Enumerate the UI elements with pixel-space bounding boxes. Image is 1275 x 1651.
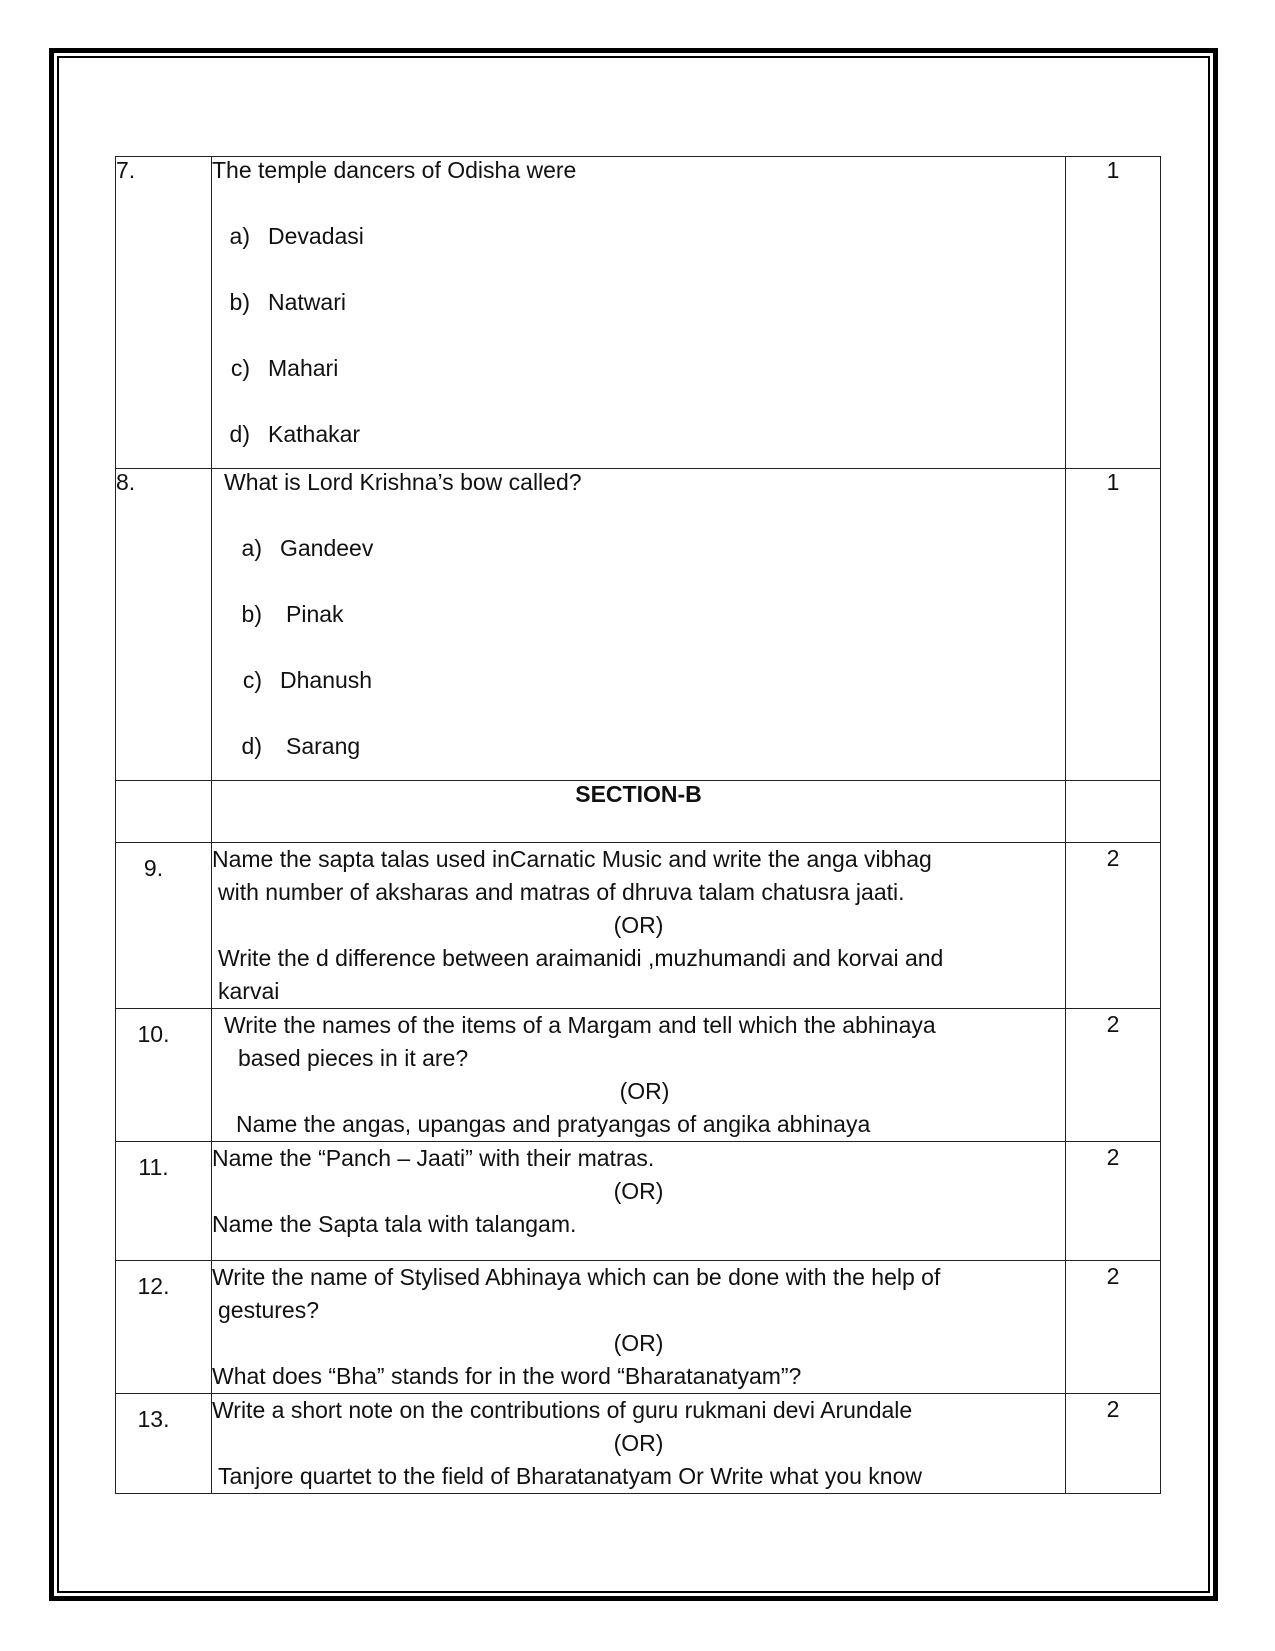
question-text: Name the angas, upangas and pratyangas of angika abhinaya [236,1111,871,1137]
question-cell [212,1261,1066,1394]
table-row [116,469,1161,781]
marks-cell: 2 [1066,1009,1161,1142]
empty-cell [1066,781,1161,843]
question-text: Name the Sapta tala with talangam. [212,1211,577,1237]
option-text: Sarang [286,733,361,759]
question-text: What is Lord Krishna’s bow called? [224,469,582,495]
question-cell [212,1009,1066,1142]
question-text: Write the names of the items of a Margam and tell which the abhinaya [224,1012,936,1038]
table-row [116,1009,1161,1142]
question-text: Name the “Panch – Jaati” with their matras. [212,1145,655,1171]
question-cell [212,157,1066,469]
marks-cell: 2 [1066,1261,1161,1394]
option-text: Mahari [268,355,339,381]
option-item [212,223,1065,250]
option-label: b) [241,601,262,627]
question-text: Write the name of Stylised Abhinaya which can be done with the help of [212,1264,941,1290]
question-text: karvai [218,978,280,1004]
question-text: The temple dancers of Odisha were [212,157,577,183]
question-text: gestures? [218,1297,320,1323]
or-label: (OR) [613,1330,664,1356]
question-cell [212,469,1066,781]
marks-cell: 2 [1066,1142,1161,1261]
option-item [212,421,1065,448]
or-label: (OR) [613,912,664,938]
option-item [224,601,1065,628]
question-table [115,156,1161,1494]
question-text: with number of aksharas and matras of dhruva talam chatusra jaati. [218,879,905,905]
option-label: c) [242,667,262,693]
question-number: 12. [116,1261,212,1394]
table-row [116,157,1161,469]
option-label: a) [229,223,250,249]
or-label: (OR) [613,1178,664,1204]
option-label: c) [230,355,250,381]
marks-cell: 2 [1066,1394,1161,1494]
question-text: based pieces in it are? [238,1045,469,1071]
option-text: Dhanush [280,667,373,693]
table-row [116,1142,1161,1261]
question-number: 10. [116,1009,212,1142]
or-label: (OR) [613,1430,664,1456]
option-item [224,667,1065,694]
marks-cell: 1 [1066,469,1161,781]
table-row [116,781,1161,843]
question-number: 13. [116,1394,212,1494]
question-text: What does “Bha” stands for in the word “Bharatanatyam”? [212,1363,802,1389]
table-row [116,1261,1161,1394]
option-text: Natwari [268,289,346,315]
marks-cell: 1 [1066,157,1161,469]
question-number: 11. [116,1142,212,1261]
question-cell [212,843,1066,1009]
question-cell [212,1394,1066,1494]
option-text: Kathakar [268,421,361,447]
marks-cell: 2 [1066,843,1161,1009]
option-text: Gandeev [280,535,374,561]
option-item [224,733,1065,760]
option-item [212,289,1065,316]
section-title: SECTION-B [212,781,1066,843]
question-text: Write a short note on the contributions of guru rukmani devi Arundale [212,1397,913,1423]
empty-cell [116,781,212,843]
option-label: b) [229,289,250,315]
table-row [116,1394,1161,1494]
options-list [212,223,1065,448]
options-list [224,535,1065,760]
question-text: Tanjore quartet to the field of Bharatanatyam Or Write what you know [218,1463,922,1489]
question-number: 7. [116,157,212,469]
option-item [224,535,1065,562]
option-text: Devadasi [268,223,364,249]
question-text: Name the sapta talas used inCarnatic Music and write the anga vibhag [212,846,932,872]
or-label: (OR) [619,1078,670,1104]
option-label: a) [241,535,262,561]
option-text: Pinak [286,601,344,627]
table-row [116,843,1161,1009]
question-number: 9. [116,843,212,1009]
option-item [212,355,1065,382]
question-cell [212,1142,1066,1261]
question-text: Write the d difference between araimanidi ,muzhumandi and korvai and [218,945,944,971]
question-number: 8. [116,469,212,781]
option-label: d) [229,421,250,447]
option-label: d) [241,733,262,759]
